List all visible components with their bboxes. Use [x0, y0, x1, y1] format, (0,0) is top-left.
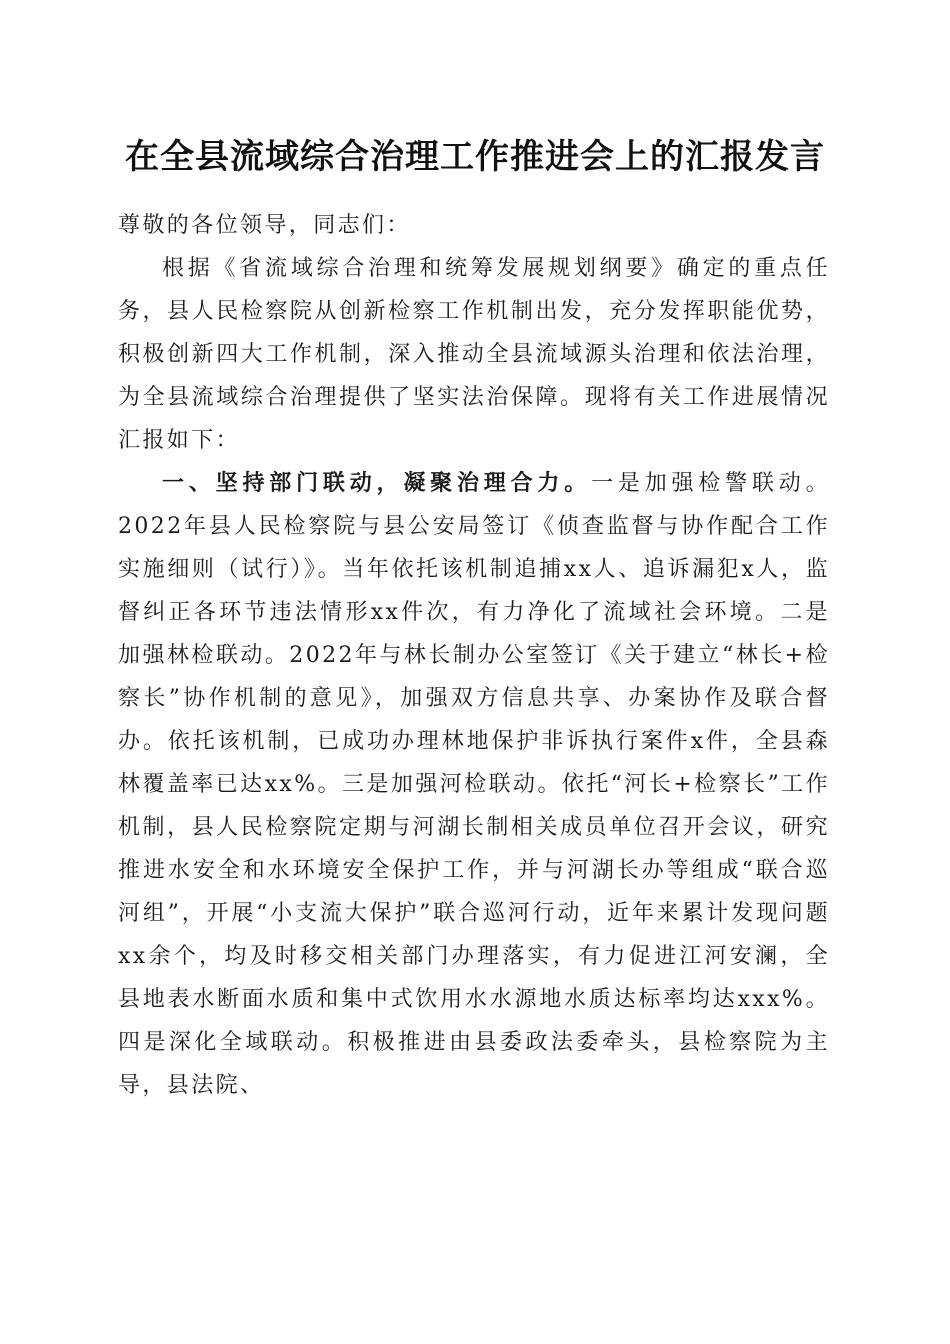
section-one-paragraph	[118, 462, 830, 1107]
section-one-text: 一是加强检警联动。2022年县人民检察院与县公安局签订《侦查监督与协作配合工作实施细则（试行）》。当年依托该机制追捕xx人、追诉漏犯x人，监督纠正各环节违法情形xx件次，有力净化了流域社会环境。二是加强林检联动。2022年与林长制办公室签订《关于建立“林长+检察长”协作机制的意见》，加强双方信息共享、办案协作及联合督办。依托该机制，已成功办理林地保护非诉执行案件x件，全县森林覆盖率已达xx%。三是加强河检联动。依托“河长+检察长”工作机制，县人民检察院定期与河湖长制相关成员单位召开会议，研究推进水安全和水环境安全保护工作，并与河湖长办等组成“联合巡河组”，开展“小支流大保护”联合巡河行动，近年来累计发现问题xx余个，均及时移交相关部门办理落实，有力促进江河安澜，全县地表水断面水质和集中式饮用水水源地水质达标率均达xxx%。四是深化全域联动。积极推进由县委政法委牵头，县检察院为主导，县法院、	[118, 471, 830, 1098]
intro-paragraph	[118, 247, 830, 462]
document-title: 在全县流域综合治理工作推进会上的汇报发言	[125, 137, 825, 177]
salutation: 尊敬的各位领导，同志们：	[118, 213, 411, 238]
section-one-heading: 一、坚持部门联动，凝聚治理合力。	[162, 470, 592, 496]
intro-paragraph-text: 根据《省流域综合治理和统筹发展规划纲要》确定的重点任务，县人民检察院从创新检察工作机制出发，充分发挥职能优势，积极创新四大工作机制，深入推动全县流域源头治理和依法治理，为全县流域综合治理提供了坚实法治保障。现将有关工作进展情况汇报如下：	[118, 256, 830, 453]
document-body	[118, 204, 830, 1107]
